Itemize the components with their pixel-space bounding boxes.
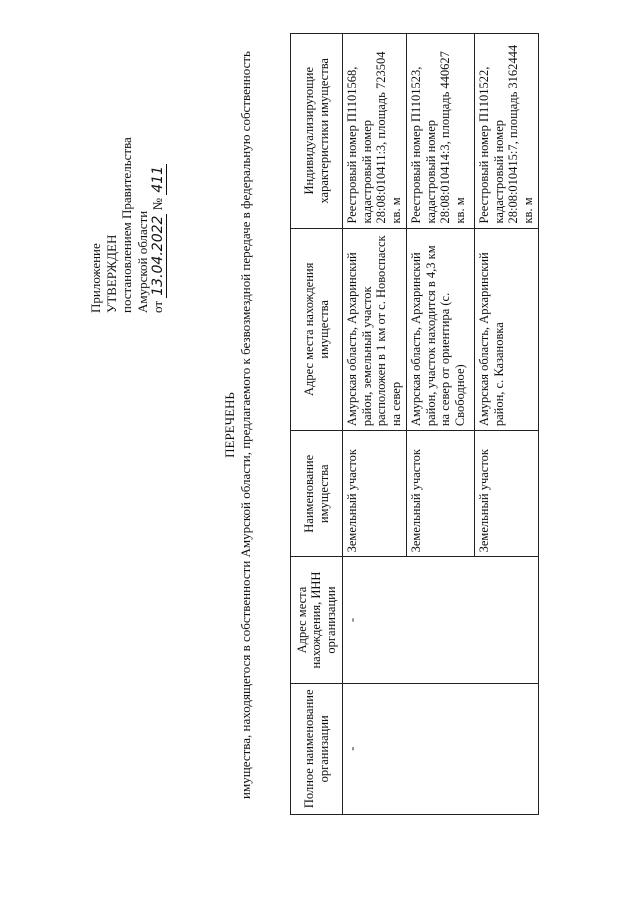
table-header-row xyxy=(291,34,343,815)
header-property-address: Адрес места нахождения имущества xyxy=(291,228,343,431)
header-org-name: Полное наименование организации xyxy=(291,683,343,814)
from-label: от xyxy=(150,300,165,313)
property-table xyxy=(290,33,539,815)
cell-property-address: Амурская область, Архаринский район, с. Казановка xyxy=(475,228,539,431)
title-heading: ПЕРЕЧЕНЬ xyxy=(222,392,237,458)
cell-property-name: Земельный участок xyxy=(407,431,475,557)
approval-date-line xyxy=(150,137,167,313)
header-property-name: Наименование имущества xyxy=(291,431,343,557)
document-title xyxy=(222,35,253,815)
handwritten-number: 411 xyxy=(150,165,166,193)
approval-line-appendix: Приложение xyxy=(88,243,103,313)
table-row xyxy=(343,34,407,815)
cell-characteristics: Реестровый номер П1101568, кадастровый номер 28:08:010411:3, площадь 723504 кв. м xyxy=(343,34,407,229)
cell-org-address: - xyxy=(343,557,539,683)
approval-line-approved: УТВЕРЖДЕН xyxy=(103,234,119,313)
number-label: № xyxy=(150,197,165,211)
cell-property-address: Амурская область, Архаринский район, участок находится в 4,3 км на север от ориентира (с. Свободное) xyxy=(407,228,475,431)
handwritten-date: 13.04.2022 xyxy=(150,215,166,296)
cell-characteristics: Реестровый номер П1101522, кадастровый номер 28:08:010415:7, площадь 3162444 кв. м xyxy=(475,34,539,229)
cell-characteristics: Реестровый номер П1101523, кадастровый номер 28:08:010414:3, площадь 440627 кв. м xyxy=(407,34,475,229)
header-characteristics: Индивидуализирующие характеристики имущества xyxy=(291,34,343,229)
cell-property-name: Земельный участок xyxy=(475,431,539,557)
title-subtitle: имущества, находящегося в собственности Амурской области, предлагаемого к безвозмездной передаче в федеральную собственность xyxy=(237,51,253,799)
approval-stamp xyxy=(88,137,167,313)
cell-property-address: Амурская область, Архаринский район, земельный участок расположен в 1 км от с. Новоспасск на север xyxy=(343,228,407,431)
approval-line-region: Амурской области xyxy=(134,210,150,313)
cell-org-name: - xyxy=(343,683,539,814)
approval-line-decree: постановлением Правительства xyxy=(119,137,134,313)
cell-property-name: Земельный участок xyxy=(343,431,407,557)
header-org-address: Адрес места нахождения, ИНН организации xyxy=(291,557,343,683)
